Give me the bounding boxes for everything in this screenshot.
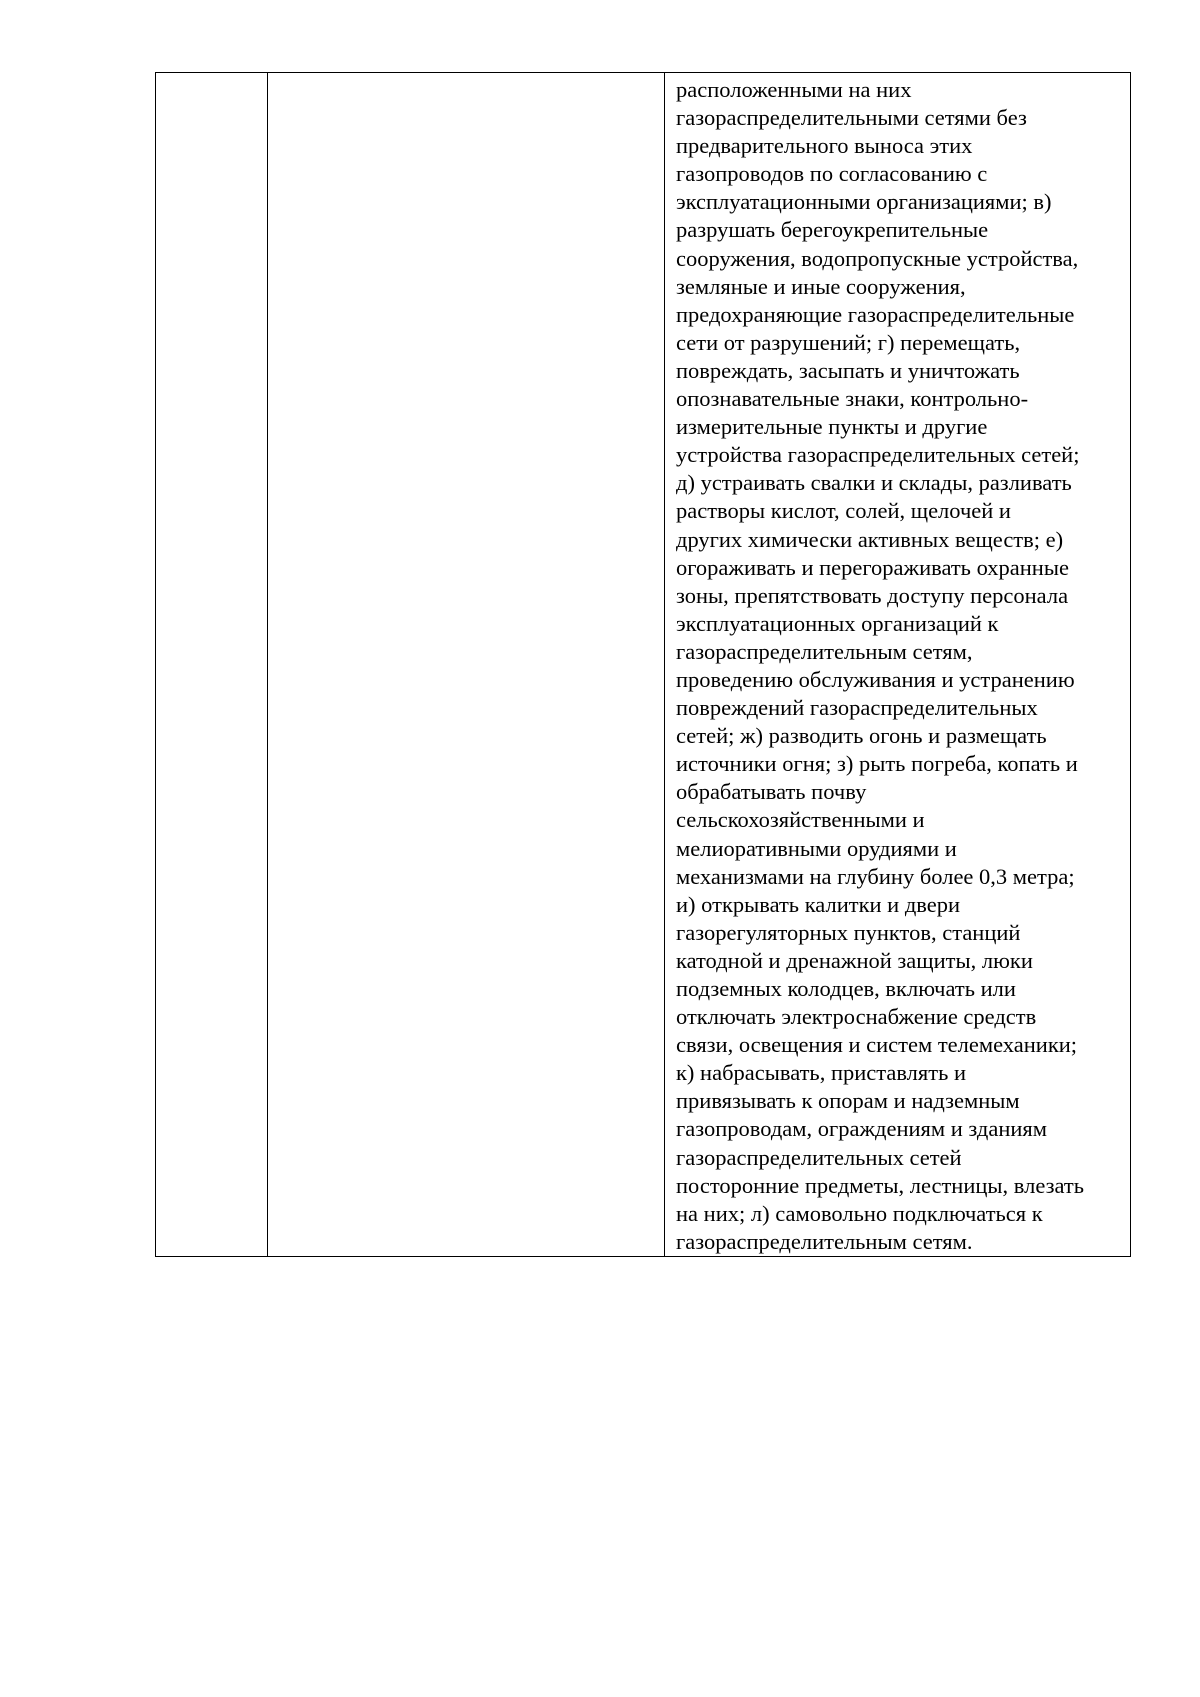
text-line: устройства газораспределительных сетей; <box>676 442 1080 468</box>
table-cell-number <box>156 73 268 1257</box>
text-line: и) открывать калитки и двери <box>676 891 961 917</box>
text-line: отключать электроснабжение средств <box>676 1004 1037 1030</box>
text-line: связи, освещения и систем телемеханики; <box>676 1032 1078 1058</box>
text-line: газораспределительным сетям, <box>676 638 973 664</box>
text-line: газораспределительных сетей <box>676 1144 962 1170</box>
text-line: эксплуатационными организациями; в) <box>676 189 1052 215</box>
text-line: проведению обслуживания и устранению <box>676 666 1075 692</box>
text-line: газораспределительными сетями без <box>676 105 1027 131</box>
text-line: растворы кислот, солей, щелочей и <box>676 498 1011 524</box>
cell-text-description <box>665 73 1130 1256</box>
text-line: катодной и дренажной защиты, люки <box>676 947 1033 973</box>
text-line: газопроводам, ограждениям и зданиям <box>676 1116 1047 1142</box>
text-line: разрушать берегоукрепительные <box>676 217 989 243</box>
text-line: эксплуатационных организаций к <box>676 610 999 636</box>
text-line: сельскохозяйственными и <box>676 807 925 833</box>
text-line: д) устраивать свалки и склады, разливать <box>676 470 1072 496</box>
text-line: обрабатывать почву <box>676 779 867 805</box>
text-line: расположенными на них <box>676 77 912 102</box>
table-row <box>156 73 1131 1257</box>
text-line: источники огня; з) рыть погреба, копать и <box>676 751 1078 777</box>
text-line: повреждать, засыпать и уничтожать <box>676 357 1020 383</box>
text-line: огораживать и перегораживать охранные <box>676 554 1069 580</box>
text-line: земляные и иные сооружения, <box>676 273 966 299</box>
text-line: посторонние предметы, лестницы, влезать <box>676 1172 1084 1198</box>
text-line: газопроводов по согласованию с <box>676 161 988 187</box>
text-line: других химически активных веществ; е) <box>676 526 1064 552</box>
text-line: сооружения, водопропускные устройства, <box>676 245 1079 271</box>
document-table <box>155 72 1131 1257</box>
text-line: на них; л) самовольно подключаться к <box>676 1200 1043 1226</box>
text-line: механизмами на глубину более 0,3 метра; <box>676 863 1075 889</box>
text-line: к) набрасывать, приставлять и <box>676 1060 967 1086</box>
text-line: опознавательные знаки, контрольно- <box>676 386 1029 412</box>
text-line: газораспределительным сетям. <box>676 1228 973 1254</box>
text-line: предохраняющие газораспределительные <box>676 301 1075 327</box>
text-line: сетей; ж) разводить огонь и размещать <box>676 723 1047 749</box>
table-cell-name <box>268 73 665 1257</box>
text-line: повреждений газораспределительных <box>676 695 1038 721</box>
text-line: сети от разрушений; г) перемещать, <box>676 329 1021 355</box>
text-line: газорегуляторных пунктов, станций <box>676 919 1021 945</box>
text-line: зоны, препятствовать доступу персонала <box>676 582 1069 608</box>
text-line: подземных колодцев, включать или <box>676 976 1016 1001</box>
text-line: измерительные пункты и другие <box>676 414 988 440</box>
table-cell-description <box>665 73 1131 1257</box>
text-line: мелиоративными орудиями и <box>676 835 957 861</box>
text-line: предварительного выноса этих <box>676 133 973 159</box>
text-line: привязывать к опорам и надземным <box>676 1088 1020 1114</box>
